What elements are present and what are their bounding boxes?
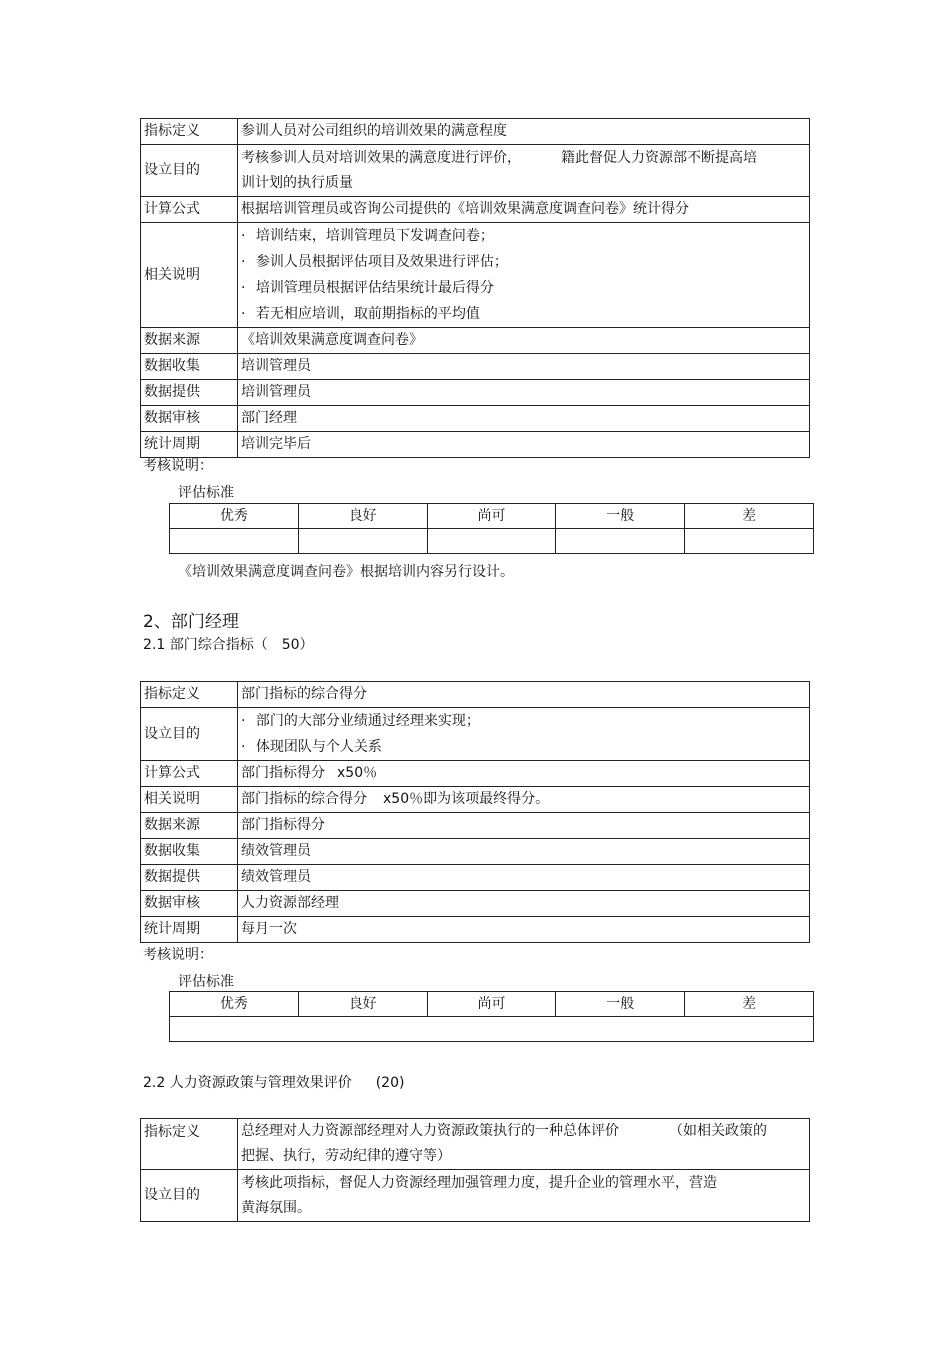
- row-value: 根据培训管理员或咨询公司提供的《培训效果满意度调查问卷》统计得分: [238, 197, 810, 223]
- indicator-table-department: [140, 681, 810, 943]
- subsection-title: 2.1 部门综合指标（ 50）: [143, 637, 314, 653]
- row-key: 设立目的: [141, 708, 238, 761]
- row-value: 《培训效果满意度调查问卷》: [238, 328, 810, 354]
- row-value: 部门指标得分 x50％: [238, 761, 810, 787]
- row-value: 部门指标的综合得分: [238, 682, 810, 708]
- row-value: 考核此项指标，督促人力资源经理加强管理力度，提升企业的管理水平，营造 黄海氛围。: [238, 1170, 810, 1222]
- row-value: 参训人员对公司组织的培训效果的满意程度: [238, 119, 810, 145]
- standard-label: 评估标准: [178, 974, 234, 990]
- row-key: 计算公式: [141, 197, 238, 223]
- assess-label: 考核说明：: [143, 947, 213, 963]
- list-item: · 若无相应培训，取前期指标的平均值: [241, 301, 809, 327]
- row-value: 培训完毕后: [238, 432, 810, 458]
- row-value-list: [238, 708, 810, 761]
- list-item: · 培训结束，培训管理员下发调查问卷；: [241, 223, 809, 249]
- grade-header: 差: [685, 992, 814, 1017]
- row-value: 人力资源部经理: [238, 891, 810, 917]
- indicator-table-training: [140, 118, 810, 458]
- row-value: 部门指标的综合得分 x50％即为该项最终得分。: [238, 787, 810, 813]
- row-key: 数据来源: [141, 813, 238, 839]
- row-value: 绩效管理员: [238, 865, 810, 891]
- row-key: 数据审核: [141, 406, 238, 432]
- grade-cell: [298, 529, 427, 554]
- grade-cell: [170, 529, 299, 554]
- list-item: · 体现团队与个人关系: [241, 734, 809, 760]
- grade-cell: [427, 529, 556, 554]
- grade-header: 一般: [556, 504, 685, 529]
- row-key: 指标定义: [141, 682, 238, 708]
- list-item: · 部门的大部分业绩通过经理来实现；: [241, 708, 809, 734]
- row-key: 相关说明: [141, 223, 238, 328]
- assess-label: 考核说明：: [143, 458, 213, 474]
- row-key: 统计周期: [141, 432, 238, 458]
- grade-cell: [685, 529, 814, 554]
- row-key: 统计周期: [141, 917, 238, 943]
- row-key: 数据提供: [141, 380, 238, 406]
- row-key: 数据来源: [141, 328, 238, 354]
- rating-table: [169, 503, 814, 554]
- row-value: 培训管理员: [238, 354, 810, 380]
- grade-header: 尚可: [427, 504, 556, 529]
- row-key: 数据收集: [141, 839, 238, 865]
- row-key: 设立目的: [141, 1170, 238, 1222]
- questionnaire-note: 《培训效果满意度调查问卷》根据培训内容另行设计。: [178, 564, 514, 580]
- indicator-table-hr-policy: [140, 1118, 810, 1222]
- row-key: 指标定义: [141, 1119, 238, 1170]
- grade-header: 尚可: [427, 992, 556, 1017]
- row-key: 计算公式: [141, 761, 238, 787]
- row-value: 绩效管理员: [238, 839, 810, 865]
- grade-header: 一般: [556, 992, 685, 1017]
- grade-header: 优秀: [170, 504, 299, 529]
- grade-header: 差: [685, 504, 814, 529]
- row-value: 考核参训人员对培训效果的满意度进行评价， 籍此督促人力资源部不断提高培 训计划的执行质量: [238, 145, 810, 197]
- row-key: 数据收集: [141, 354, 238, 380]
- row-key: 数据审核: [141, 891, 238, 917]
- row-value-list: [238, 223, 810, 328]
- row-key: 数据提供: [141, 865, 238, 891]
- row-value: 总经理对人力资源部经理对人力资源政策执行的一种总体评价 （如相关政策的 把握、执行，劳动纪律的遵守等）: [238, 1119, 810, 1170]
- grade-cell: [170, 1017, 814, 1042]
- section-title: 2、部门经理: [143, 612, 239, 632]
- list-item: · 参训人员根据评估项目及效果进行评估；: [241, 249, 809, 275]
- list-item: · 培训管理员根据评估结果统计最后得分: [241, 275, 809, 301]
- subsection-title: 2.2 人力资源政策与管理效果评价 (20): [143, 1075, 405, 1091]
- row-value: 培训管理员: [238, 380, 810, 406]
- row-key: 设立目的: [141, 145, 238, 197]
- rating-table: [169, 991, 814, 1042]
- row-key: 相关说明: [141, 787, 238, 813]
- row-key: 指标定义: [141, 119, 238, 145]
- row-value: 部门指标得分: [238, 813, 810, 839]
- grade-header: 良好: [298, 504, 427, 529]
- row-value: 部门经理: [238, 406, 810, 432]
- grade-header: 良好: [298, 992, 427, 1017]
- row-value: 每月一次: [238, 917, 810, 943]
- grade-cell: [556, 529, 685, 554]
- grade-header: 优秀: [170, 992, 299, 1017]
- standard-label: 评估标准: [178, 485, 234, 501]
